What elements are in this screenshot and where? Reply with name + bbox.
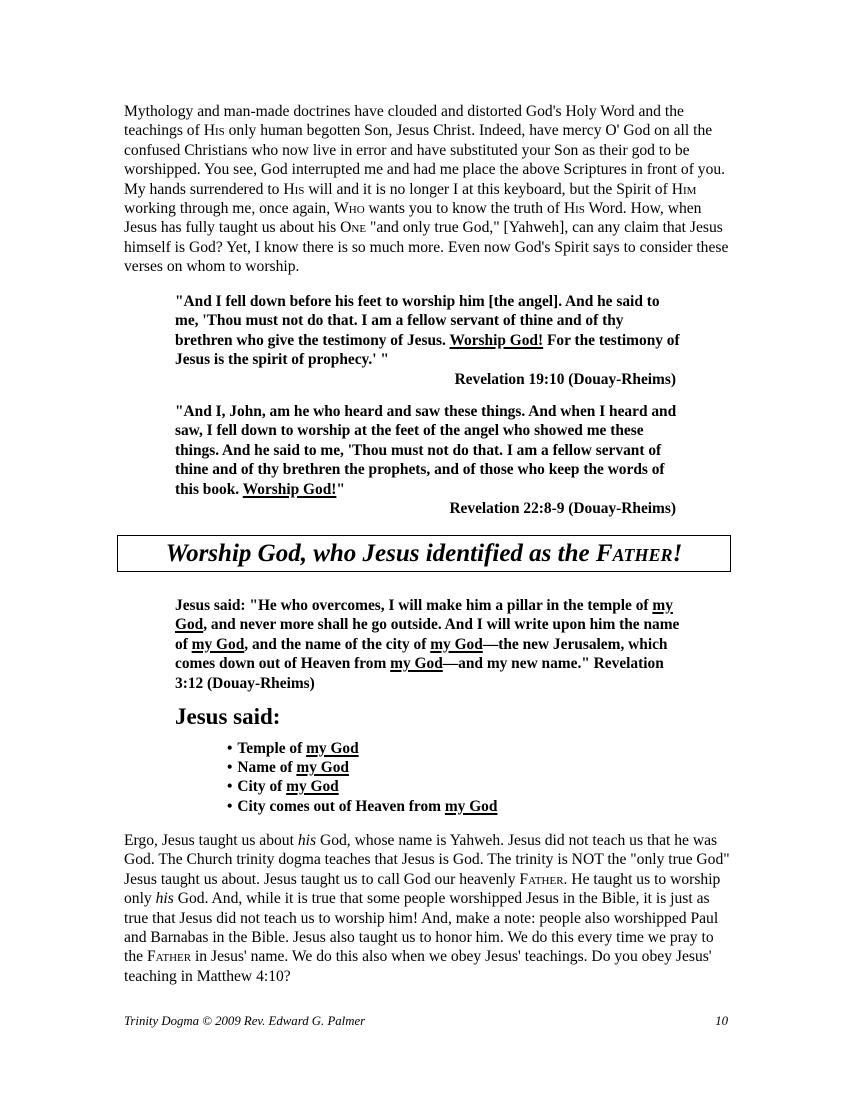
list-item	[227, 797, 497, 816]
text-run: Word. How, when Jesus has fully taught us about his	[124, 200, 702, 237]
small-caps-his: His	[563, 200, 585, 218]
small-caps-father: Father	[519, 870, 564, 888]
list-item-emphasis: my God	[444, 797, 498, 815]
quote-emphasis: my God	[430, 635, 483, 653]
banner-heading	[166, 540, 683, 567]
list-item	[227, 777, 497, 796]
banner-end: !	[672, 540, 683, 567]
quote-emphasis: my God	[175, 597, 673, 634]
list-item-text: Temple of	[237, 740, 307, 757]
text-run: in Jesus' name. We do this also when we obey Jesus' teachings. Do you obey Jesus' teaching in Matthew 4:10?	[124, 948, 712, 985]
banner-father: Father	[595, 540, 673, 567]
quote-text: For the testimony of Jesus is the spirit of prophecy.' "	[175, 331, 680, 369]
conclusion-paragraph	[124, 831, 734, 986]
quote-text: , and never more shall he go outside. And I will write upon him the name of	[175, 616, 680, 653]
list-item	[227, 739, 497, 758]
text-run: Mythology and man-made doctrines have clouded and distorted God's Holy Word and the teachings of	[124, 103, 684, 140]
text-run: wants you to know the truth of	[364, 200, 564, 218]
small-caps-one: One	[340, 219, 367, 237]
quote-text: —and my new name." Revelation 3:12 (Douay-Rheims)	[175, 655, 664, 692]
quote-emphasis: Worship God!	[242, 480, 337, 498]
small-caps-father: Father	[146, 948, 192, 966]
text-run: God. And, while it is true that some people worshipped Jesus in the Bible, it is just as true that Jesus did not teach us to worship him! And, make a note: people also worshipped Paul and Barnabas in the Bible. Jesus also taught us to honor him. We do this every time we pray to the	[124, 890, 719, 966]
scripture-quote-revelation-22-8	[175, 402, 680, 518]
quote-text: Jesus said: "He who overcomes, I will make him a pillar in the temple of	[175, 597, 653, 614]
quote-emphasis: Worship God!	[449, 331, 544, 349]
text-run: only human begotten Son, Jesus Christ. Indeed, have mercy O' God on all the confused Christians who now live in error and have substituted your Son as their god to be worshipped. You see, God interrupted me and had me place the above Scriptures in front of you. My hands surrendered to	[124, 122, 726, 198]
quote-reference: Revelation 22:8-9 (Douay-Rheims)	[449, 500, 676, 518]
small-caps-who: Who	[334, 200, 365, 218]
text-run: . He taught us to worship only	[124, 870, 721, 908]
italic-his: his	[155, 890, 174, 908]
quote-text: "And I, John, am he who heard and saw these things. And when I heard and saw, I fell down to worship at the feet of the angel who showed me these things. And he said to me, 'Thou must not do that. I am a fellow servant of thine and of thy brethren the prophets, and of those who keep the words of this book.	[175, 403, 677, 498]
text-run: Ergo, Jesus taught us about	[124, 832, 298, 849]
text-run: will and it is no longer I at this keyboard, but the Spirit of	[304, 180, 672, 198]
list-item	[227, 758, 497, 777]
jesus-said-heading: Jesus said:	[175, 704, 281, 729]
quote-reference: Revelation 19:10 (Douay-Rheims)	[454, 370, 676, 388]
list-item-text: Name of	[237, 759, 297, 777]
banner-text: Worship God, who Jesus identified as the	[165, 540, 596, 567]
list-item-text: City comes out of Heaven from	[237, 797, 445, 815]
text-run: "and only true God," [Yahweh], can any claim that Jesus himself is God? Yet, I know there is so much more. Even now God's Spirit says to consider these verses on whom to worship.	[124, 219, 729, 276]
text-run: working through me, once again,	[124, 200, 335, 218]
footer-title: Trinity Dogma © 2009 Rev. Edward G. Palmer	[124, 1014, 366, 1028]
small-caps-his: His	[203, 122, 225, 140]
list-item-emphasis: my God	[296, 759, 349, 777]
scripture-quote-revelation-3-12	[175, 596, 680, 693]
quote-text: "And I fell down before his feet to worship him [the angel]. And he said to me, 'Thou must not do that. I am a fellow servant of thine and of thy brethren who give the testimony of Jesus.	[175, 293, 660, 349]
jesus-said-list	[227, 739, 497, 816]
page-number: 10	[715, 1014, 728, 1028]
italic-his: his	[297, 832, 317, 849]
list-item-text: City of	[237, 778, 287, 796]
text-run: God, whose name is Yahweh. Jesus did not teach us that he was God. The Church trinity dogma teaches that Jesus is God. The trinity is NOT the "only true God" Jesus taught us about. Jesus taught us to call God our heavenly	[124, 832, 730, 888]
list-item-emphasis: my God	[286, 778, 339, 796]
scripture-quote-revelation-19-10	[175, 292, 680, 389]
small-caps-him: Him	[671, 180, 697, 198]
quote-emphasis: my God	[191, 635, 245, 653]
quote-emphasis: my God	[390, 655, 443, 673]
intro-paragraph	[124, 102, 734, 277]
list-item-emphasis: my God	[306, 740, 359, 757]
page-footer	[124, 1013, 728, 1029]
quote-text: , and the name of the city of	[244, 635, 431, 653]
quote-text: —the new Jerusalem, which comes down out of Heaven from	[175, 635, 668, 673]
section-banner	[117, 535, 731, 572]
small-caps-his: His	[283, 180, 305, 198]
quote-text: "	[336, 480, 345, 498]
